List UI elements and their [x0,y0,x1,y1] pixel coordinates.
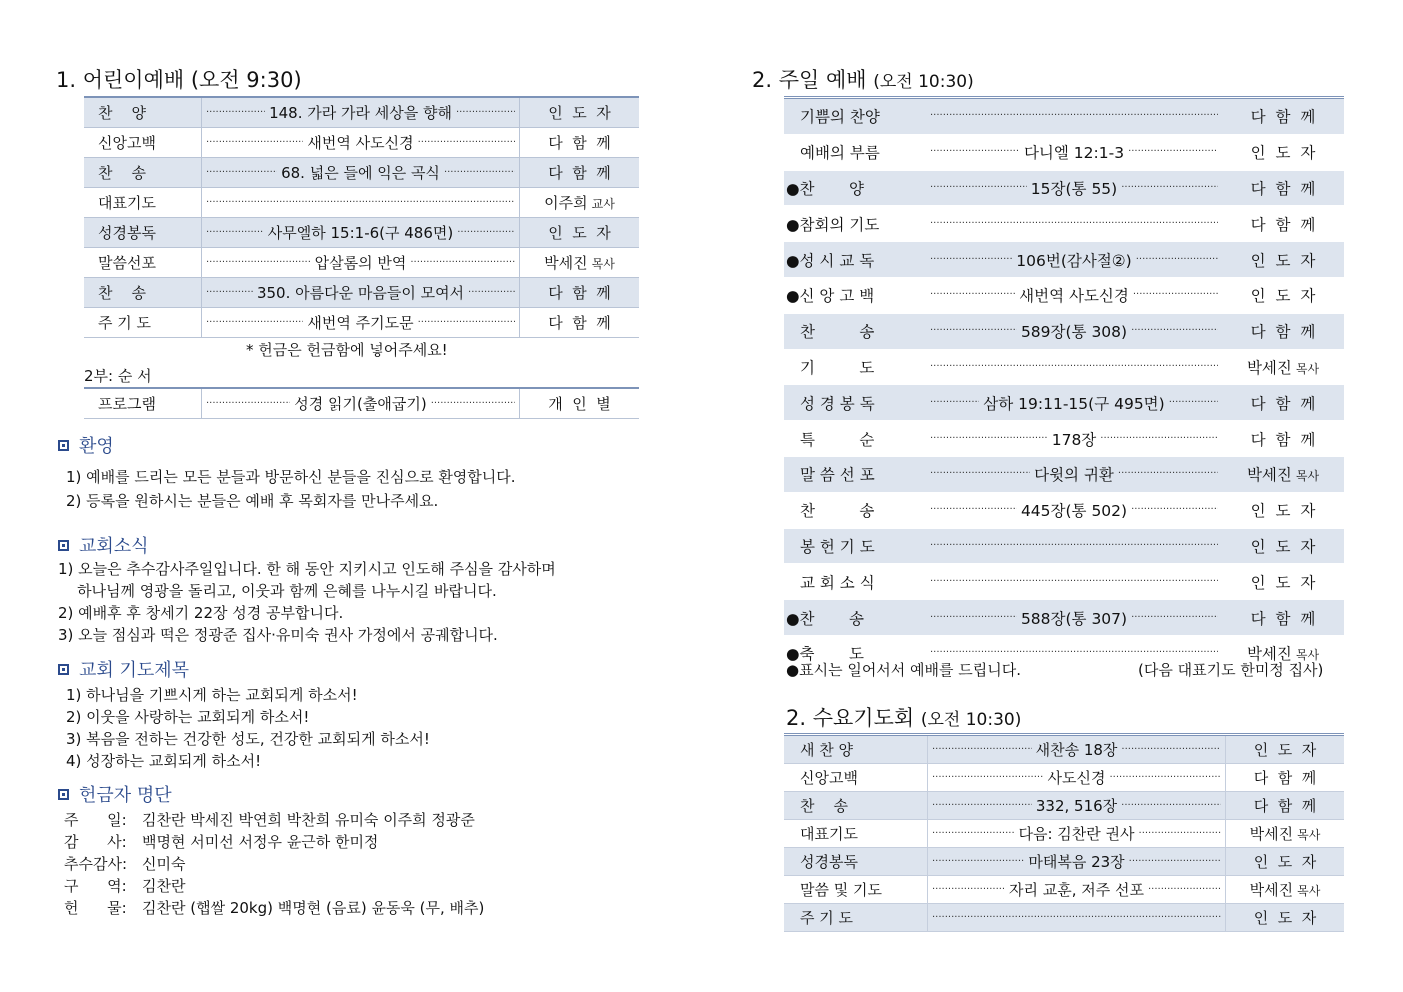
children-row-leader: 다 함 께 [548,134,611,152]
children-row [84,188,639,218]
children-row-content: 148. 가라 가라 세상을 향해 [269,104,452,122]
sunday-row-content-cell [926,314,1222,349]
sunday-row-leader: 다 함 께 [1250,609,1316,628]
part2-table [84,387,639,419]
donor-item: 감 사: 백명현 서미선 서정우 윤근하 한미정 [64,833,379,851]
news-section-title: 교회소식 [58,532,149,558]
news-item: 2) 예배후 후 창세기 22장 성경 공부합니다. [58,604,344,622]
sunday-row-content-cell [926,421,1222,456]
sunday-row-content-cell [926,600,1222,635]
sunday-row-content-cell [926,206,1222,241]
wednesday-time: (오전 10:30) [920,710,1022,730]
prayer-item: 3) 복음을 전하는 건강한 성도, 건강한 교회되게 하소서! [66,730,430,748]
wednesday-row-label: 신앙고백 [784,764,928,791]
sunday-row-content-cell [926,493,1222,528]
wednesday-heading [786,702,1021,732]
children-order-table [84,96,639,338]
children-row-label: 신앙고백 [84,128,202,157]
children-row-content: 사무엘하 15:1-6(구 486면) [267,224,454,242]
sunday-row [784,314,1344,350]
children-row-leader: 다 함 께 [548,314,611,332]
children-row-content-cell [202,248,520,277]
sunday-row-label: 기쁨의 찬양 [800,108,880,127]
children-row-content-cell [202,158,520,187]
sunday-row-leader: 인 도 자 [1250,502,1316,521]
wednesday-row-content-cell [928,792,1226,819]
sunday-row-label: ●찬 송 [786,609,864,628]
children-row-content-cell [202,278,520,307]
wednesday-row-label: 말씀 및 기도 [784,876,928,903]
sunday-row-content-cell [926,278,1222,313]
children-row-leader: 인 도 자 [548,104,611,122]
sunday-row-content-cell [926,564,1222,599]
part2-row [84,389,639,419]
sunday-row-label: 교 회 소 식 [800,573,875,592]
wednesday-row-content-cell [928,848,1226,875]
wednesday-row-content-cell [928,820,1226,847]
children-row [84,308,639,338]
children-row-content-cell [202,308,520,337]
sunday-row-content-cell [926,350,1222,385]
welcome-item: 1) 예배를 드리는 모든 분들과 방문하신 분들을 진심으로 환영합니다. [66,468,516,486]
next-prayer-note: (다음 대표기도 한미정 집사) [1138,661,1324,679]
sunday-row-label: ●신 앙 고 백 [786,287,875,306]
sunday-row-content: 15장(통 55) [1030,179,1118,198]
sunday-row-leader: 다 함 께 [1250,430,1316,449]
sunday-row-leader: 박세진 목사 [1246,645,1320,664]
children-row [84,158,639,188]
wednesday-row-label: 대표기도 [784,820,928,847]
sunday-row-content: 178장 [1051,430,1097,449]
sunday-row-label: 봉 헌 기 도 [800,537,875,556]
children-row-content: 68. 넓은 들에 익은 곡식 [281,164,440,182]
wednesday-row-leader: 인 도 자 [1253,909,1317,927]
wednesday-row [784,820,1344,848]
sunday-row [784,457,1344,493]
children-row-content-cell [202,218,520,247]
children-row-label: 성경봉독 [84,218,202,247]
sunday-row [784,600,1344,636]
sunday-row-content-cell [926,242,1222,277]
wednesday-row-leader: 인 도 자 [1253,853,1317,871]
sunday-row-label: 특 순 [800,430,875,449]
wednesday-row-label: 성경봉독 [784,848,928,875]
children-row-content-cell [202,98,520,127]
news-item: 1) 오늘은 추수감사주일입니다. 한 해 동안 지키시고 인도해 주심을 감사하며 [58,560,556,578]
sunday-row-leader: 박세진 목사 [1246,466,1320,485]
children-row-content: 압살롬의 반역 [314,254,407,272]
children-row-leader: 다 함 께 [548,284,611,302]
sunday-row [784,99,1344,135]
children-row-label: 찬 송 [84,278,202,307]
sunday-row-leader: 다 함 께 [1250,179,1316,198]
sunday-row [784,171,1344,207]
sunday-row-content: 새번역 사도신경 [1019,287,1129,306]
children-time: (오전 9:30) [190,68,302,92]
sunday-order-table [784,96,1344,672]
news-item: 3) 오늘 점심과 떡은 정광준 집사·유미숙 권사 가정에서 공궤합니다. [58,626,498,644]
sunday-row-label: 예배의 부름 [800,144,880,163]
children-row-content-cell [202,128,520,157]
children-row-content-cell [202,188,520,217]
part2-label: 2부: 순 서 [84,367,152,385]
sunday-row-content: 445장(통 502) [1020,502,1128,521]
children-row-leader: 인 도 자 [548,224,611,242]
welcome-item: 2) 등록을 원하시는 분들은 예배 후 목회자를 만나주세요. [66,492,439,510]
wednesday-row [784,904,1344,932]
part2-row-leader: 개 인 별 [548,395,611,413]
sunday-row [784,242,1344,278]
welcome-section-title: 환영 [58,432,114,458]
sunday-row-label: 기 도 [800,358,875,377]
wednesday-row-content: 새찬송 18장 [1035,741,1118,759]
wednesday-row-content: 332, 516장 [1035,797,1118,815]
sunday-row-leader: 인 도 자 [1250,287,1316,306]
sunday-row [784,529,1344,565]
square-bullet-icon [58,664,69,675]
sunday-row-content-cell [926,99,1222,134]
sunday-row-content: 다니엘 12:1-3 [1023,144,1125,163]
children-row [84,128,639,158]
sunday-row-content-cell [926,171,1222,206]
wednesday-row-content-cell [928,736,1226,763]
wednesday-row-label: 새 찬 양 [784,736,928,763]
wednesday-row-content: 자리 교훈, 저주 선포 [1009,881,1144,899]
sunday-row-label: 말 씀 선 포 [800,466,875,485]
children-row-label: 말씀선포 [84,248,202,277]
children-row [84,218,639,248]
sunday-row-leader: 다 함 께 [1250,394,1316,413]
children-row-leader: 이주희 교사 [544,194,615,212]
children-row-content: 새번역 주기도문 [307,314,414,332]
children-row [84,278,639,308]
prayer-section-title: 교회 기도제목 [58,656,189,682]
sunday-row [784,278,1344,314]
wednesday-row [784,792,1344,820]
children-row [84,98,639,128]
standing-note: ●표시는 일어서서 예배를 드립니다. [786,661,1022,679]
donor-item: 주 일: 김찬란 박세진 박연희 박찬희 유미숙 이주희 정광준 [64,811,475,829]
square-bullet-icon [58,540,69,551]
wednesday-row-leader: 다 함 께 [1253,769,1317,787]
sunday-row [784,564,1344,600]
sunday-heading [752,64,974,94]
wednesday-title: 2. 수요기도회 [786,706,915,730]
square-bullet-icon [58,789,69,800]
children-row-label: 찬 양 [84,98,202,127]
wednesday-row-content: 사도신경 [1047,769,1106,787]
part2-row-label: 프로그램 [84,389,202,418]
offering-note: * 헌금은 헌금함에 넣어주세요! [246,341,448,359]
sunday-row-leader: 인 도 자 [1250,573,1316,592]
sunday-row-leader: 다 함 께 [1250,108,1316,127]
children-row-content: 350. 아름다운 마음들이 모여서 [256,284,465,302]
sunday-row-leader: 다 함 께 [1250,215,1316,234]
sunday-row [784,493,1344,529]
sunday-row-content: 다윗의 귀환 [1034,466,1114,485]
sunday-row-label: ●성 시 교 독 [786,251,875,270]
sunday-row-label: 성 경 봉 독 [800,394,875,413]
donor-item: 구 역: 김찬란 [64,877,186,895]
sunday-row-content-cell [926,385,1222,420]
donor-item: 헌 물: 김찬란 (햅쌀 20kg) 백명현 (음료) 윤동욱 (무, 배추) [64,899,485,917]
prayer-item: 4) 성장하는 교회되게 하소서! [66,752,262,770]
wednesday-row [784,764,1344,792]
sunday-row-leader: 인 도 자 [1250,144,1316,163]
sunday-row-leader: 박세진 목사 [1246,358,1320,377]
children-row [84,248,639,278]
children-row-leader: 다 함 께 [548,164,611,182]
prayer-item: 1) 하나님을 기쁘시게 하는 교회되게 하소서! [66,686,358,704]
wednesday-row-content: 다음: 김찬란 권사 [1018,825,1135,843]
wednesday-row-content: 마태복음 23장 [1028,853,1125,871]
donor-item: 추수감사: 신미숙 [64,855,186,873]
wednesday-order-table [784,733,1344,932]
children-row-content: 새번역 사도신경 [307,134,414,152]
sunday-title: 2. 주일 예배 [752,68,867,92]
prayer-item: 2) 이웃을 사랑하는 교회되게 하소서! [66,708,310,726]
children-row-label: 대표기도 [84,188,202,217]
sunday-row-label: ●찬 양 [786,179,864,198]
children-title: 1. 어린이예배 [56,68,185,92]
sunday-row-leader: 다 함 께 [1250,323,1316,342]
sunday-row-content: 588장(통 307) [1020,609,1128,628]
wednesday-row-label: 찬 송 [784,792,928,819]
sunday-row-content: 106번(감사절②) [1016,251,1132,270]
news-item: 하나님께 영광을 돌리고, 이웃과 함께 은혜를 나누시길 바랍니다. [58,582,497,600]
sunday-row-label: ●참회의 기도 [786,215,880,234]
wednesday-row-leader: 박세진 목사 [1249,881,1321,899]
wednesday-row-content-cell [928,904,1226,931]
sunday-row-content-cell [926,529,1222,564]
wednesday-row-leader: 박세진 목사 [1249,825,1321,843]
wednesday-row [784,736,1344,764]
wednesday-row-content-cell [928,764,1226,791]
wednesday-row [784,848,1344,876]
sunday-row-content-cell [926,135,1222,170]
part2-row-content: 성경 읽기(출애굽기) [294,395,427,413]
sunday-row-content: 삼하 19:11-15(구 495면) [983,394,1165,413]
donors-section-title: 헌금자 명단 [58,781,172,807]
children-heading [56,64,302,94]
sunday-row-label: ●축 도 [786,645,864,664]
square-bullet-icon [58,440,69,451]
sunday-row-leader: 인 도 자 [1250,537,1316,556]
wednesday-row-content-cell [928,876,1226,903]
children-row-label: 주 기 도 [84,308,202,337]
children-row-label: 찬 송 [84,158,202,187]
sunday-row-leader: 인 도 자 [1250,251,1316,270]
sunday-row-content-cell [926,457,1222,492]
wednesday-row-label: 주 기 도 [784,904,928,931]
sunday-time: (오전 10:30) [873,72,974,92]
sunday-row [784,421,1344,457]
sunday-row [784,206,1344,242]
children-row-leader: 박세진 목사 [544,254,615,272]
sunday-row-label: 찬 송 [800,323,875,342]
sunday-row-label: 찬 송 [800,502,875,521]
sunday-row-content: 589장(통 308) [1020,323,1128,342]
wednesday-row-leader: 인 도 자 [1253,741,1317,759]
sunday-row [784,350,1344,386]
sunday-row [784,385,1344,421]
wednesday-row-leader: 다 함 께 [1253,797,1317,815]
wednesday-row [784,876,1344,904]
sunday-row [784,135,1344,171]
